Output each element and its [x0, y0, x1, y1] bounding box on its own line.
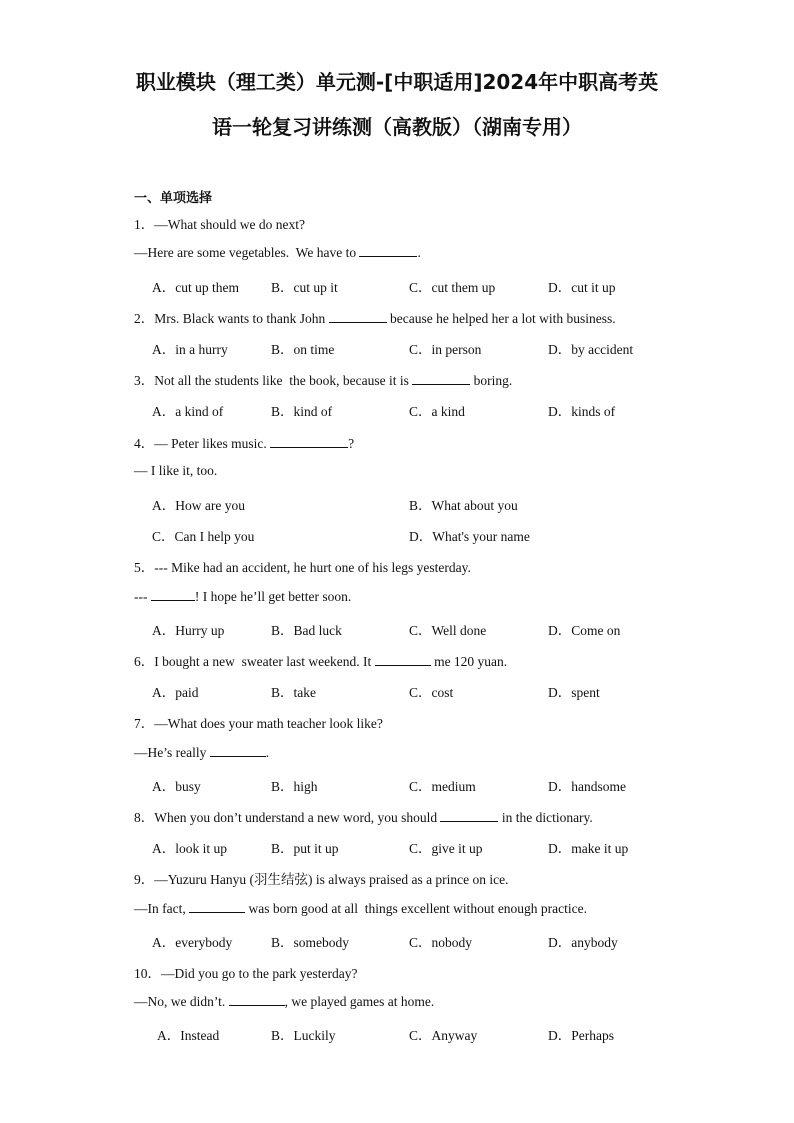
option-c[interactable]: C．Anyway: [409, 1028, 478, 1043]
document-title-line-1: 职业模块（理工类）单元测-[中职适用]2024年中职高考英: [135, 70, 659, 94]
option-d[interactable]: D．cut it up: [548, 280, 616, 295]
option-b[interactable]: B．Bad luck: [271, 623, 342, 638]
question-6-stem: 6．I bought a new sweater last weekend. It me 120 yuan.: [134, 654, 508, 669]
option-d[interactable]: D．spent: [548, 685, 600, 700]
option-b[interactable]: B．Luckily: [271, 1028, 336, 1043]
question-1-stem: 1．—What should we do next?: [134, 217, 305, 232]
question-5-answer-line: --- ! I hope he’ll get better soon.: [134, 589, 352, 604]
option-d[interactable]: D．by accident: [548, 342, 634, 357]
option-b[interactable]: B．take: [271, 685, 316, 700]
option-c[interactable]: C．Well done: [409, 623, 487, 638]
question-8-stem: 8．When you don’t understand a new word, you should in the dictionary.: [134, 810, 593, 825]
answer-blank[interactable]: [189, 900, 245, 913]
question-9-stem: 9．—Yuzuru Hanyu (羽生结弦) is always praised as a prince on ice.: [134, 872, 509, 887]
option-b[interactable]: B．What about you: [409, 498, 518, 513]
question-9-answer-line: —In fact, was born good at all things excellent without enough practice.: [134, 901, 588, 916]
option-a[interactable]: A．paid: [152, 685, 199, 700]
option-c[interactable]: C．Can I help you: [152, 529, 255, 544]
answer-blank[interactable]: [329, 310, 387, 323]
question-1-answer-line: —Here are some vegetables. We have to .: [134, 245, 421, 260]
option-a[interactable]: A．in a hurry: [152, 342, 228, 357]
option-b[interactable]: B．on time: [271, 342, 335, 357]
option-b[interactable]: B．put it up: [271, 841, 339, 856]
question-2-stem: 2．Mrs. Black wants to thank John because he helped her a lot with business.: [134, 311, 616, 326]
option-a[interactable]: A．Hurry up: [152, 623, 225, 638]
option-a[interactable]: A．cut up them: [152, 280, 239, 295]
option-b[interactable]: B．kind of: [271, 404, 333, 419]
question-4-reply: — I like it, too.: [134, 463, 218, 478]
question-10-answer-line: —No, we didn’t. , we played games at home.: [134, 994, 435, 1009]
question-5-stem: 5．--- Mike had an accident, he hurt one of his legs yesterday.: [134, 560, 471, 575]
option-c[interactable]: C．in person: [409, 342, 482, 357]
option-a[interactable]: A．Instead: [157, 1028, 220, 1043]
option-d[interactable]: D．kinds of: [548, 404, 616, 419]
option-c[interactable]: C．a kind: [409, 404, 465, 419]
document-title-line-2: 语一轮复习讲练测（高教版）（湖南专用）: [212, 115, 582, 139]
answer-blank[interactable]: [359, 244, 417, 257]
answer-blank[interactable]: [375, 653, 431, 666]
option-c[interactable]: C．cut them up: [409, 280, 496, 295]
option-a[interactable]: A．everybody: [152, 935, 233, 950]
question-7-answer-line: —He’s really .: [134, 745, 270, 760]
question-4-stem: 4．— Peter likes music. ?: [134, 436, 355, 451]
section-heading: 一、单项选择: [134, 191, 213, 206]
option-d[interactable]: D．handsome: [548, 779, 626, 794]
option-a[interactable]: A．How are you: [152, 498, 245, 513]
option-a[interactable]: A．busy: [152, 779, 201, 794]
option-d[interactable]: D．What's your name: [409, 529, 530, 544]
option-a[interactable]: A．a kind of: [152, 404, 224, 419]
option-c[interactable]: C．cost: [409, 685, 454, 700]
option-c[interactable]: C．give it up: [409, 841, 483, 856]
question-7-stem: 7．—What does your math teacher look like?: [134, 716, 383, 731]
question-3-stem: 3．Not all the students like the book, because it is boring.: [134, 373, 513, 388]
answer-blank[interactable]: [151, 588, 195, 601]
option-d[interactable]: D．Come on: [548, 623, 621, 638]
option-d[interactable]: D．anybody: [548, 935, 618, 950]
option-b[interactable]: B．high: [271, 779, 318, 794]
answer-blank[interactable]: [270, 435, 348, 448]
option-b[interactable]: B．somebody: [271, 935, 350, 950]
answer-blank[interactable]: [210, 744, 266, 757]
answer-blank[interactable]: [229, 993, 285, 1006]
question-10-stem: 10．—Did you go to the park yesterday?: [134, 966, 358, 981]
option-a[interactable]: A．look it up: [152, 841, 228, 856]
option-b[interactable]: B．cut up it: [271, 280, 338, 295]
option-c[interactable]: C．nobody: [409, 935, 473, 950]
option-d[interactable]: D．make it up: [548, 841, 629, 856]
option-c[interactable]: C．medium: [409, 779, 476, 794]
answer-blank[interactable]: [440, 809, 498, 822]
option-d[interactable]: D．Perhaps: [548, 1028, 614, 1043]
answer-blank[interactable]: [412, 372, 470, 385]
